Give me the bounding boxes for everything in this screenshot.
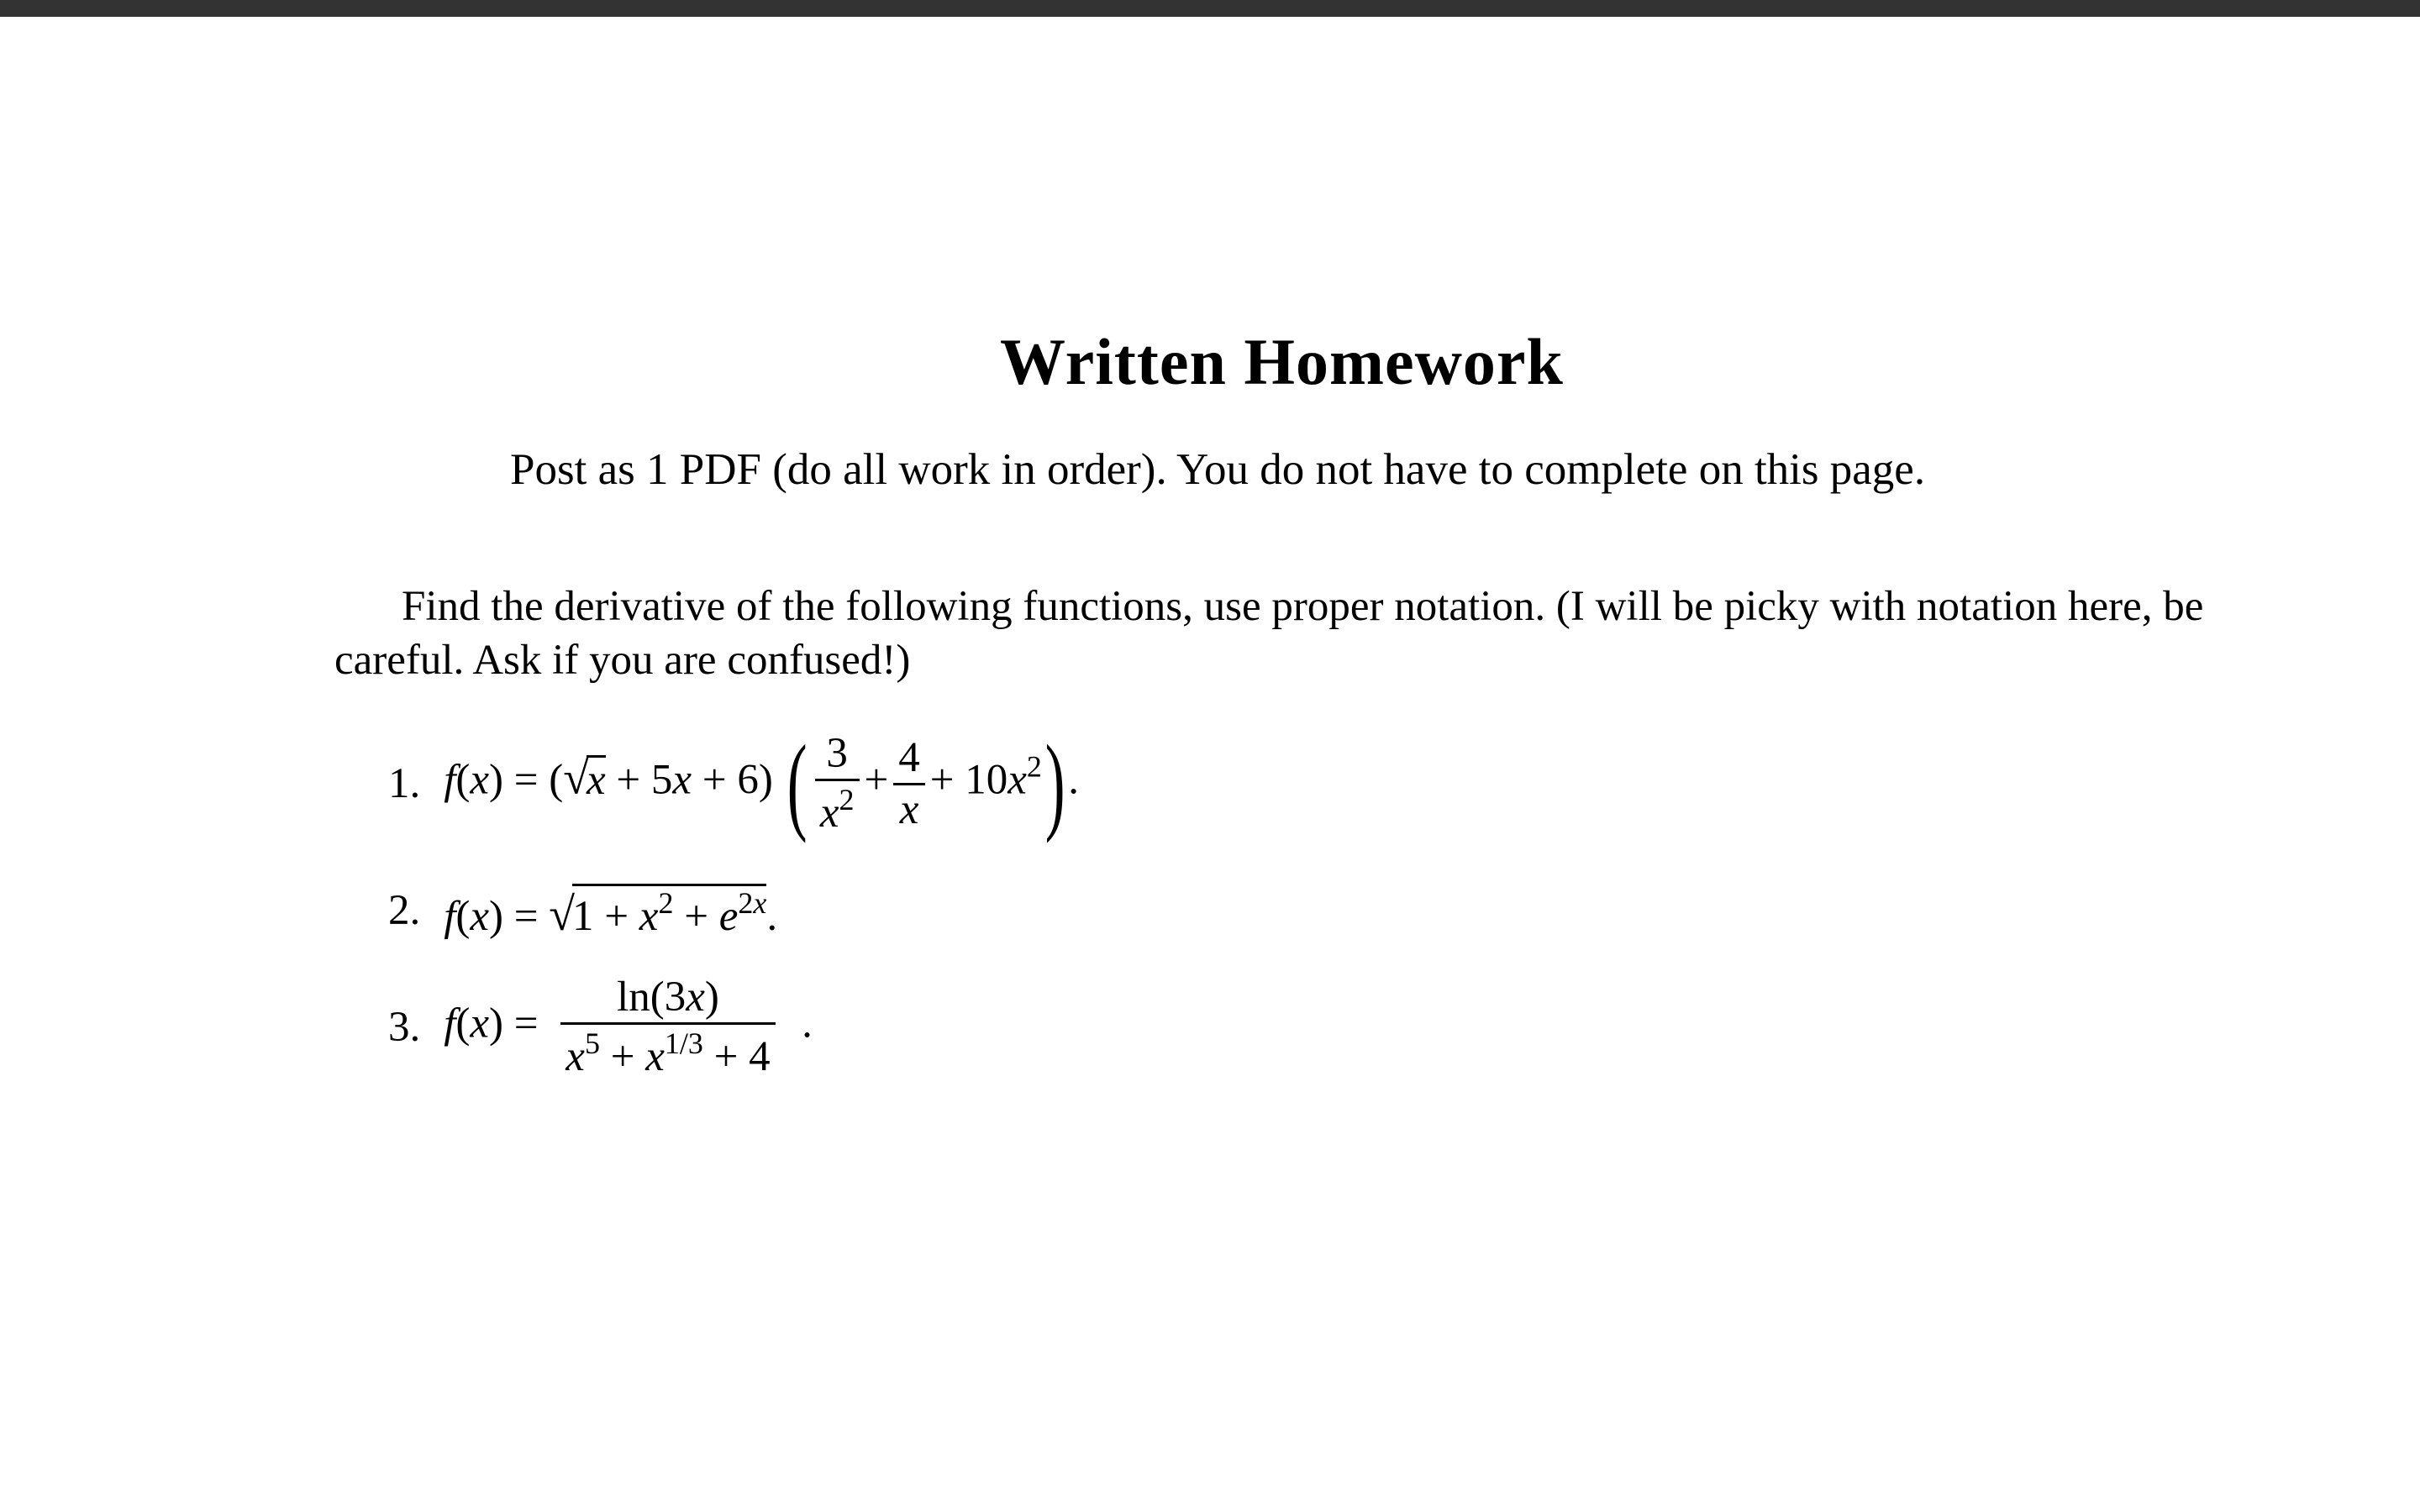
document-page [0,17,2420,1512]
instructions-paragraph: Find the derivative of the following functions, use proper notation. (I will be picky with notation here, be careful. Ask if you are confused!) [334,583,2204,684]
problem-number: 3. [388,1003,421,1051]
problem-1-equation: f(x) = (√x + 5x + 6) ( $\frac{3}{x^2}$ + $\frac{4}{x}$ + $10x^2$). [444,723,1079,844]
page-title: Written Homework [1000,325,1564,398]
problem-3 [388,964,813,1090]
problem-3-equation: f(x) = $\frac{\ln(3x)}{x^5 + x^{1/3} + 4}$ . [444,974,813,1080]
problem-1 [388,721,1079,847]
problem-number: 1. [388,759,421,807]
problem-2 [388,877,777,944]
problem-number: 2. [388,886,421,934]
problem-2-equation: $f(x) = √1 + x^2 + e^{2x}$. [444,884,777,938]
page-subtitle: Post as 1 PDF (do all work in order). You do not have to complete on this page. [510,445,1926,494]
window-top-bar [0,0,2420,17]
